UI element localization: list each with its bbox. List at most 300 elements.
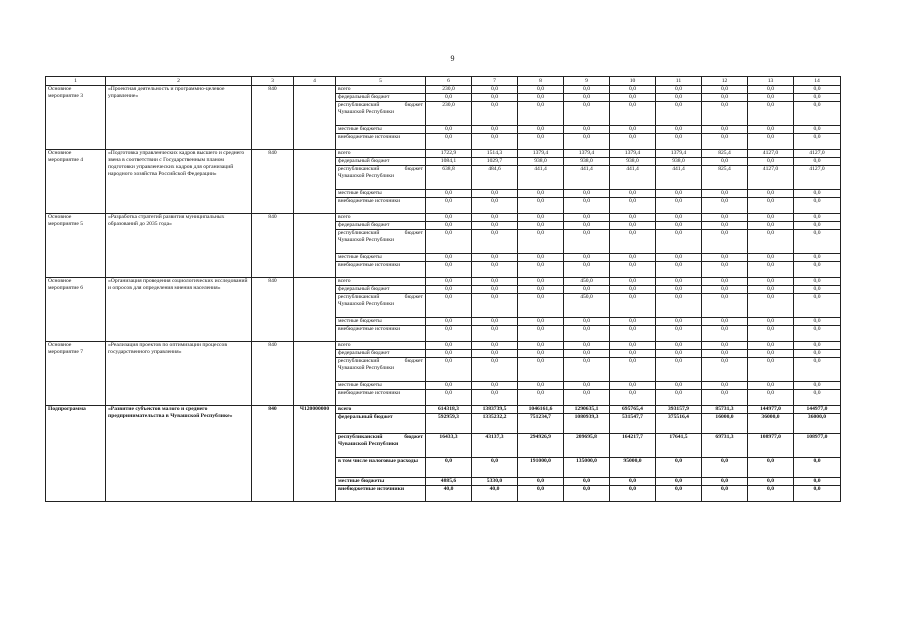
funding-table [45,76,841,502]
amount-cell: 825,4 [702,150,748,158]
amount-cell: 1335232,2 [472,414,518,434]
amount-cell: 4127,0 [748,166,794,190]
measure-name-cell: Основное мероприятие 7 [46,342,106,406]
amount-cell: 0,0 [472,390,518,406]
amount-cell: 0,0 [748,190,794,198]
header-cell: 2 [106,77,252,86]
measure-title-cell: «Развитие субъектов малого и среднего предпринимательства в Чувашской Республике» [106,406,252,502]
amount-cell: 0,0 [564,478,610,486]
amount-cell: 0,0 [794,458,841,478]
amount-cell: 0,0 [610,94,656,102]
amount-cell: 0,0 [702,294,748,318]
measure-title-cell: «Реализация проектов по оптимизации процессов государственного управления» [106,342,252,406]
amount-cell: 0,0 [472,358,518,382]
amount-cell: 0,0 [564,86,610,94]
amount-cell: 0,0 [748,486,794,502]
amount-cell: 0,0 [518,198,564,214]
header-cell: 11 [656,77,702,86]
header-cell: 6 [426,77,472,86]
amount-cell: 0,0 [702,94,748,102]
amount-cell: 0,0 [748,86,794,94]
header-cell: 3 [252,77,294,86]
amount-cell: 0,0 [748,478,794,486]
amount-cell: 0,0 [564,486,610,502]
amount-cell: 441,4 [518,166,564,190]
amount-cell: 0,0 [748,94,794,102]
measure-name-cell: Основное мероприятие 4 [46,150,106,214]
amount-cell: 0,0 [794,262,841,278]
amount-cell: 0,0 [748,222,794,230]
amount-cell: 40,0 [426,486,472,502]
amount-cell: 938,0 [656,158,702,166]
amount-cell: 0,0 [610,254,656,262]
amount-cell: 0,0 [610,350,656,358]
funding-source-cell: в том числе налоговые расходы [336,458,426,478]
amount-cell: 144977,0 [794,406,841,414]
grbs-code-cell: 840 [252,342,294,406]
amount-cell: 0,0 [518,214,564,222]
amount-cell: 0,0 [518,254,564,262]
amount-cell: 0,0 [656,278,702,286]
amount-cell: 0,0 [656,254,702,262]
measure-title-cell: «Подготовка управленческих кадров высшего и среднего звена в соответствии с Государственным планом подготовки управленческих кадров для организаций народного хозяйства Российской Федерации» [106,150,252,214]
funding-source-cell: внебюджетные источники [336,134,426,150]
amount-cell: 375516,4 [656,414,702,434]
amount-cell: 0,0 [794,294,841,318]
table-row [46,342,841,350]
header-cell: 7 [472,77,518,86]
amount-cell: 0,0 [564,326,610,342]
amount-cell: 0,0 [794,134,841,150]
amount-cell: 0,0 [656,286,702,294]
amount-cell: 0,0 [610,294,656,318]
amount-cell: 0,0 [564,350,610,358]
amount-cell: 0,0 [472,134,518,150]
amount-cell: 0,0 [702,134,748,150]
amount-cell: 0,0 [610,318,656,326]
amount-cell: 0,0 [748,134,794,150]
amount-cell: 0,0 [794,486,841,502]
amount-cell: 0,0 [472,294,518,318]
funding-source-cell: республиканский бюджет Чувашской Республики [336,294,426,318]
amount-cell: 0,0 [656,126,702,134]
amount-cell: 1080939,3 [564,414,610,434]
header-cell: 4 [294,77,336,86]
amount-cell: 0,0 [794,102,841,126]
amount-cell: 0,0 [748,458,794,478]
amount-cell: 0,0 [702,382,748,390]
header-cell: 12 [702,77,748,86]
measure-name-cell: Основное мероприятие 6 [46,278,106,342]
amount-cell: 0,0 [610,390,656,406]
measure-title-cell: «Разработка стратегий развития муниципальных образований до 2035 года» [106,214,252,278]
amount-cell: 441,4 [656,166,702,190]
amount-cell: 0,0 [426,254,472,262]
amount-cell: 0,0 [610,478,656,486]
amount-cell: 43137,3 [472,434,518,458]
amount-cell: 0,0 [472,86,518,94]
amount-cell: 0,0 [564,230,610,254]
target-code-cell [294,150,336,214]
amount-cell: 0,0 [426,94,472,102]
amount-cell: 0,0 [702,86,748,94]
amount-cell: 0,0 [426,390,472,406]
amount-cell: 40,0 [472,486,518,502]
amount-cell: 0,0 [702,198,748,214]
amount-cell: 0,0 [564,382,610,390]
amount-cell: 0,0 [794,254,841,262]
amount-cell: 0,0 [610,230,656,254]
amount-cell: 0,0 [794,198,841,214]
amount-cell: 0,0 [702,458,748,478]
amount-cell: 0,0 [748,102,794,126]
amount-cell: 0,0 [426,230,472,254]
amount-cell: 638,8 [426,166,472,190]
amount-cell: 0,0 [610,134,656,150]
amount-cell: 0,0 [656,262,702,278]
amount-cell: 209695,8 [564,434,610,458]
amount-cell: 0,0 [518,342,564,350]
amount-cell: 0,0 [794,190,841,198]
amount-cell: 0,0 [702,350,748,358]
target-code-cell [294,86,336,150]
amount-cell: 0,0 [564,102,610,126]
amount-cell: 0,0 [518,126,564,134]
amount-cell: 751234,7 [518,414,564,434]
amount-cell: 0,0 [518,326,564,342]
funding-source-cell: местные бюджеты [336,478,426,486]
amount-cell: 938,0 [518,158,564,166]
amount-cell: 0,0 [610,102,656,126]
amount-cell: 0,0 [610,86,656,94]
amount-cell: 0,0 [794,230,841,254]
amount-cell: 0,0 [426,262,472,278]
target-code-cell [294,214,336,278]
amount-cell: 0,0 [518,222,564,230]
amount-cell: 0,0 [518,382,564,390]
amount-cell: 0,0 [518,94,564,102]
amount-cell: 1029,7 [472,158,518,166]
amount-cell: 0,0 [794,86,841,94]
amount-cell: 1379,4 [656,150,702,158]
amount-cell: 0,0 [472,254,518,262]
amount-cell: 0,0 [748,158,794,166]
amount-cell: 0,0 [518,390,564,406]
amount-cell: 0,0 [564,262,610,278]
amount-cell: 0,0 [656,458,702,478]
amount-cell: 0,0 [702,158,748,166]
funding-source-cell: всего [336,406,426,414]
amount-cell: 0,0 [656,198,702,214]
amount-cell: 0,0 [702,358,748,382]
amount-cell: 0,0 [656,86,702,94]
amount-cell: 0,0 [748,358,794,382]
amount-cell: 0,0 [748,326,794,342]
amount-cell: 0,0 [794,318,841,326]
amount-cell: 0,0 [426,190,472,198]
table-body [46,77,841,502]
amount-cell: 0,0 [426,294,472,318]
amount-cell: 0,0 [518,486,564,502]
funding-source-cell: местные бюджеты [336,254,426,262]
amount-cell: 0,0 [748,318,794,326]
table-row [46,214,841,222]
amount-cell: 16433,3 [426,434,472,458]
funding-source-cell: республиканский бюджет Чувашской Республики [336,102,426,126]
amount-cell: 0,0 [656,382,702,390]
amount-cell: 0,0 [518,134,564,150]
grbs-code-cell: 840 [252,406,294,502]
amount-cell: 0,0 [656,350,702,358]
funding-source-cell: республиканский бюджет Чувашской Республики [336,434,426,458]
amount-cell: 0,0 [610,278,656,286]
amount-cell: 0,0 [564,318,610,326]
amount-cell: 0,0 [426,198,472,214]
amount-cell: 4127,0 [794,150,841,158]
amount-cell: 69731,3 [702,434,748,458]
amount-cell: 0,0 [518,350,564,358]
target-code-cell: Ч120000000 [294,406,336,502]
page-number: 9 [450,54,455,63]
amount-cell: 1514,3 [472,150,518,158]
amount-cell: 0,0 [748,198,794,214]
amount-cell: 0,0 [610,326,656,342]
grbs-code-cell: 840 [252,86,294,150]
amount-cell: 0,0 [564,126,610,134]
amount-cell: 0,0 [656,94,702,102]
amount-cell: 95000,0 [610,458,656,478]
amount-cell: 938,0 [610,158,656,166]
amount-cell: 614318,3 [426,406,472,414]
amount-cell: 0,0 [426,286,472,294]
target-code-cell [294,278,336,342]
funding-source-cell: федеральный бюджет [336,222,426,230]
amount-cell: 0,0 [472,230,518,254]
amount-cell: 0,0 [656,222,702,230]
amount-cell: 4885,6 [426,478,472,486]
funding-source-cell: федеральный бюджет [336,158,426,166]
amount-cell: 0,0 [702,286,748,294]
amount-cell: 0,0 [610,262,656,278]
amount-cell: 0,0 [426,342,472,350]
amount-cell: 0,0 [748,342,794,350]
amount-cell: 0,0 [426,222,472,230]
amount-cell: 0,0 [564,134,610,150]
funding-source-cell: внебюджетные источники [336,326,426,342]
measure-name-cell: Подпрограмма [46,406,106,502]
table-row [46,406,841,414]
amount-cell: 0,0 [748,278,794,286]
amount-cell: 230,0 [426,102,472,126]
grbs-code-cell: 840 [252,150,294,214]
amount-cell: 0,0 [426,350,472,358]
amount-cell: 0,0 [518,102,564,126]
amount-cell: 0,0 [702,478,748,486]
amount-cell: 0,0 [794,342,841,350]
amount-cell: 0,0 [794,286,841,294]
amount-cell: 0,0 [518,294,564,318]
amount-cell: 938,0 [564,158,610,166]
amount-cell: 0,0 [472,326,518,342]
table-row [46,150,841,158]
amount-cell: 0,0 [656,134,702,150]
amount-cell: 450,0 [564,278,610,286]
header-cell: 9 [564,77,610,86]
amount-cell: 0,0 [702,222,748,230]
funding-source-cell: местные бюджеты [336,382,426,390]
amount-cell: 0,0 [794,94,841,102]
amount-cell: 0,0 [472,126,518,134]
amount-cell: 0,0 [794,278,841,286]
amount-cell: 0,0 [472,190,518,198]
amount-cell: 695765,4 [610,406,656,414]
amount-cell: 0,0 [564,254,610,262]
amount-cell: 0,0 [426,318,472,326]
amount-cell: 0,0 [518,286,564,294]
amount-cell: 294926,9 [518,434,564,458]
amount-cell: 0,0 [702,326,748,342]
header-cell: 5 [336,77,426,86]
amount-cell: 0,0 [794,222,841,230]
amount-cell: 0,0 [472,382,518,390]
amount-cell: 0,0 [564,342,610,350]
amount-cell: 0,0 [426,458,472,478]
amount-cell: 0,0 [656,230,702,254]
amount-cell: 0,0 [472,318,518,326]
header-cell: 14 [794,77,841,86]
funding-source-cell: республиканский бюджет Чувашской Республики [336,230,426,254]
amount-cell: 0,0 [702,254,748,262]
amount-cell: 393157,9 [656,406,702,414]
amount-cell: 0,0 [794,390,841,406]
header-cell: 13 [748,77,794,86]
amount-cell: 108977,0 [794,434,841,458]
grbs-code-cell: 840 [252,214,294,278]
amount-cell: 825,4 [702,166,748,190]
amount-cell: 0,0 [748,390,794,406]
amount-cell: 0,0 [472,102,518,126]
funding-source-cell: местные бюджеты [336,126,426,134]
amount-cell: 0,0 [656,318,702,326]
amount-cell: 0,0 [610,382,656,390]
funding-source-cell: внебюджетные источники [336,486,426,502]
funding-source-cell: федеральный бюджет [336,350,426,358]
amount-cell: 0,0 [656,326,702,342]
amount-cell: 0,0 [610,486,656,502]
funding-source-cell: республиканский бюджет Чувашской Республики [336,166,426,190]
amount-cell: 0,0 [702,390,748,406]
amount-cell: 85731,3 [702,406,748,414]
funding-source-cell: республиканский бюджет Чувашской Республики [336,358,426,382]
amount-cell: 0,0 [426,326,472,342]
amount-cell: 0,0 [748,294,794,318]
amount-cell: 191000,0 [518,458,564,478]
header-cell: 10 [610,77,656,86]
amount-cell: 0,0 [656,294,702,318]
measure-name-cell: Основное мероприятие 5 [46,214,106,278]
amount-cell: 36000,0 [794,414,841,434]
amount-cell: 0,0 [748,286,794,294]
amount-cell: 108977,0 [748,434,794,458]
amount-cell: 0,0 [656,478,702,486]
amount-cell: 0,0 [518,190,564,198]
amount-cell: 0,0 [472,262,518,278]
amount-cell: 0,0 [472,458,518,478]
amount-cell: 0,0 [564,286,610,294]
amount-cell: 0,0 [610,198,656,214]
table-row [46,86,841,94]
amount-cell: 0,0 [748,126,794,134]
amount-cell: 0,0 [656,214,702,222]
amount-cell: 441,4 [610,166,656,190]
amount-cell: 0,0 [564,358,610,382]
amount-cell: 0,0 [564,390,610,406]
amount-cell: 0,0 [794,126,841,134]
amount-cell: 0,0 [472,286,518,294]
amount-cell: 0,0 [610,342,656,350]
amount-cell: 0,0 [564,94,610,102]
funding-source-cell: федеральный бюджет [336,94,426,102]
amount-cell: 0,0 [518,318,564,326]
funding-source-cell: федеральный бюджет [336,286,426,294]
amount-cell: 0,0 [702,342,748,350]
amount-cell: 1379,4 [564,150,610,158]
amount-cell: 0,0 [518,262,564,278]
amount-cell: 0,0 [610,358,656,382]
amount-cell: 0,0 [794,358,841,382]
amount-cell: 1383739,5 [472,406,518,414]
header-cell: 8 [518,77,564,86]
amount-cell: 0,0 [794,214,841,222]
amount-cell: 0,0 [472,198,518,214]
amount-cell: 0,0 [610,286,656,294]
amount-cell: 0,0 [702,262,748,278]
grbs-code-cell: 840 [252,278,294,342]
header-cell: 1 [46,77,106,86]
amount-cell: 0,0 [610,126,656,134]
amount-cell: 0,0 [656,358,702,382]
amount-cell: 0,0 [518,278,564,286]
target-code-cell [294,342,336,406]
amount-cell: 450,0 [564,294,610,318]
amount-cell: 0,0 [656,486,702,502]
funding-source-cell: федеральный бюджет [336,414,426,434]
amount-cell: 0,0 [748,230,794,254]
funding-source-cell: местные бюджеты [336,190,426,198]
amount-cell: 0,0 [794,158,841,166]
amount-cell: 0,0 [702,318,748,326]
amount-cell: 0,0 [472,342,518,350]
amount-cell: 0,0 [518,358,564,382]
amount-cell: 1722,9 [426,150,472,158]
amount-cell: 0,0 [564,214,610,222]
funding-source-cell: внебюджетные источники [336,390,426,406]
amount-cell: 230,0 [426,86,472,94]
amount-cell: 0,0 [426,126,472,134]
amount-cell: 0,0 [748,350,794,358]
amount-cell: 441,4 [564,166,610,190]
amount-cell: 1046161,6 [518,406,564,414]
amount-cell: 17641,5 [656,434,702,458]
amount-cell: 0,0 [656,342,702,350]
funding-source-cell: внебюджетные источники [336,262,426,278]
amount-cell: 135000,0 [564,458,610,478]
amount-cell: 4127,0 [748,150,794,158]
funding-source-cell: всего [336,278,426,286]
funding-source-cell: внебюджетные источники [336,198,426,214]
amount-cell: 0,0 [702,486,748,502]
amount-cell: 164217,7 [610,434,656,458]
